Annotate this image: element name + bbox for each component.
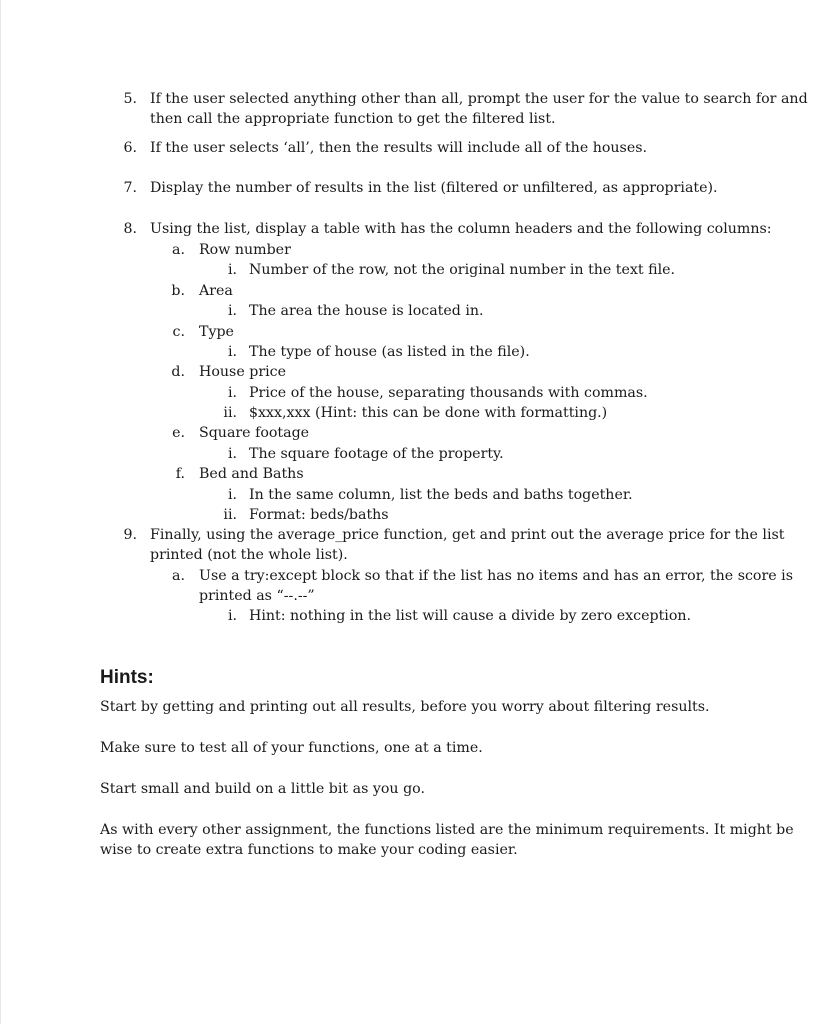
column-d-letter: d. <box>171 364 185 380</box>
column-b-detail-1-text: The area the house is located in. <box>249 303 484 319</box>
column-c-detail-1-number: i. <box>227 344 237 360</box>
column-f-detail-2-number: ii. <box>223 507 237 523</box>
column-a-letter: a. <box>172 242 185 258</box>
column-c-letter: c. <box>172 324 185 340</box>
step-9-sub-a-line-2: printed as “--.--” <box>199 588 315 604</box>
step-8-number: 8. <box>123 221 137 237</box>
column-e-detail-1-number: i. <box>227 446 237 462</box>
step-9-text-line-1: Finally, using the average_price function, get and print out the average price for the list <box>150 527 785 543</box>
step-9-sub-a-detail-number: i. <box>227 608 237 624</box>
hint-paragraph-2: Make sure to test all of your functions, one at a time. <box>100 740 483 756</box>
step-7-text: Display the number of results in the list (filtered or unfiltered, as appropriate). <box>150 180 718 196</box>
column-d-detail-2-number: ii. <box>223 405 237 421</box>
column-a-label: Row number <box>199 242 291 258</box>
step-5-text-line-1: If the user selected anything other than all, prompt the user for the value to search for and <box>150 91 808 107</box>
column-f-letter: f. <box>175 466 185 482</box>
column-b-detail-1-number: i. <box>227 303 237 319</box>
hint-paragraph-4-line-2: wise to create extra functions to make your coding easier. <box>100 842 518 858</box>
step-6-number: 6. <box>123 140 137 156</box>
step-5-text-line-2: then call the appropriate function to get the filtered list. <box>150 111 556 127</box>
column-a-detail-1-number: i. <box>227 262 237 278</box>
column-f-detail-1-number: i. <box>227 487 237 503</box>
column-f-detail-1-text: In the same column, list the beds and baths together. <box>249 487 633 503</box>
column-d-detail-1-number: i. <box>227 385 237 401</box>
column-c-label: Type <box>199 324 234 340</box>
column-e-letter: e. <box>172 425 185 441</box>
column-d-detail-2-text: $xxx,xxx (Hint: this can be done with formatting.) <box>249 405 608 421</box>
step-9-sub-a-detail-text: Hint: nothing in the list will cause a divide by zero exception. <box>249 608 692 624</box>
column-c-detail-1-text: The type of house (as listed in the file). <box>249 344 530 360</box>
column-e-label: Square footage <box>199 425 310 441</box>
column-e-detail-1-text: The square footage of the property. <box>249 446 504 462</box>
column-b-label: Area <box>199 283 233 299</box>
hints-heading: Hints: <box>100 667 154 688</box>
hint-paragraph-1: Start by getting and printing out all results, before you worry about filtering results. <box>100 699 710 715</box>
column-d-detail-1-text: Price of the house, separating thousands with commas. <box>249 385 648 401</box>
column-d-label: House price <box>199 364 286 380</box>
step-7-number: 7. <box>123 180 137 196</box>
column-f-label: Bed and Baths <box>199 466 304 482</box>
column-f-detail-2-text: Format: beds/baths <box>249 507 389 523</box>
hint-paragraph-4-line-1: As with every other assignment, the functions listed are the minimum requirements. It might be <box>100 822 794 838</box>
hint-paragraph-3: Start small and build on a little bit as you go. <box>100 781 425 797</box>
step-9-number: 9. <box>123 527 137 543</box>
step-9-sub-a-letter: a. <box>172 568 185 584</box>
column-a-detail-1-text: Number of the row, not the original number in the text file. <box>249 262 676 278</box>
step-6-text: If the user selects ‘all’, then the results will include all of the houses. <box>150 140 648 156</box>
column-b-letter: b. <box>171 283 185 299</box>
step-8-text: Using the list, display a table with has the column headers and the following columns: <box>150 221 772 237</box>
step-9-sub-a-line-1: Use a try:except block so that if the list has no items and has an error, the score is <box>199 568 793 584</box>
step-5-number: 5. <box>123 91 137 107</box>
step-9-text-line-2: printed (not the whole list). <box>150 547 348 563</box>
